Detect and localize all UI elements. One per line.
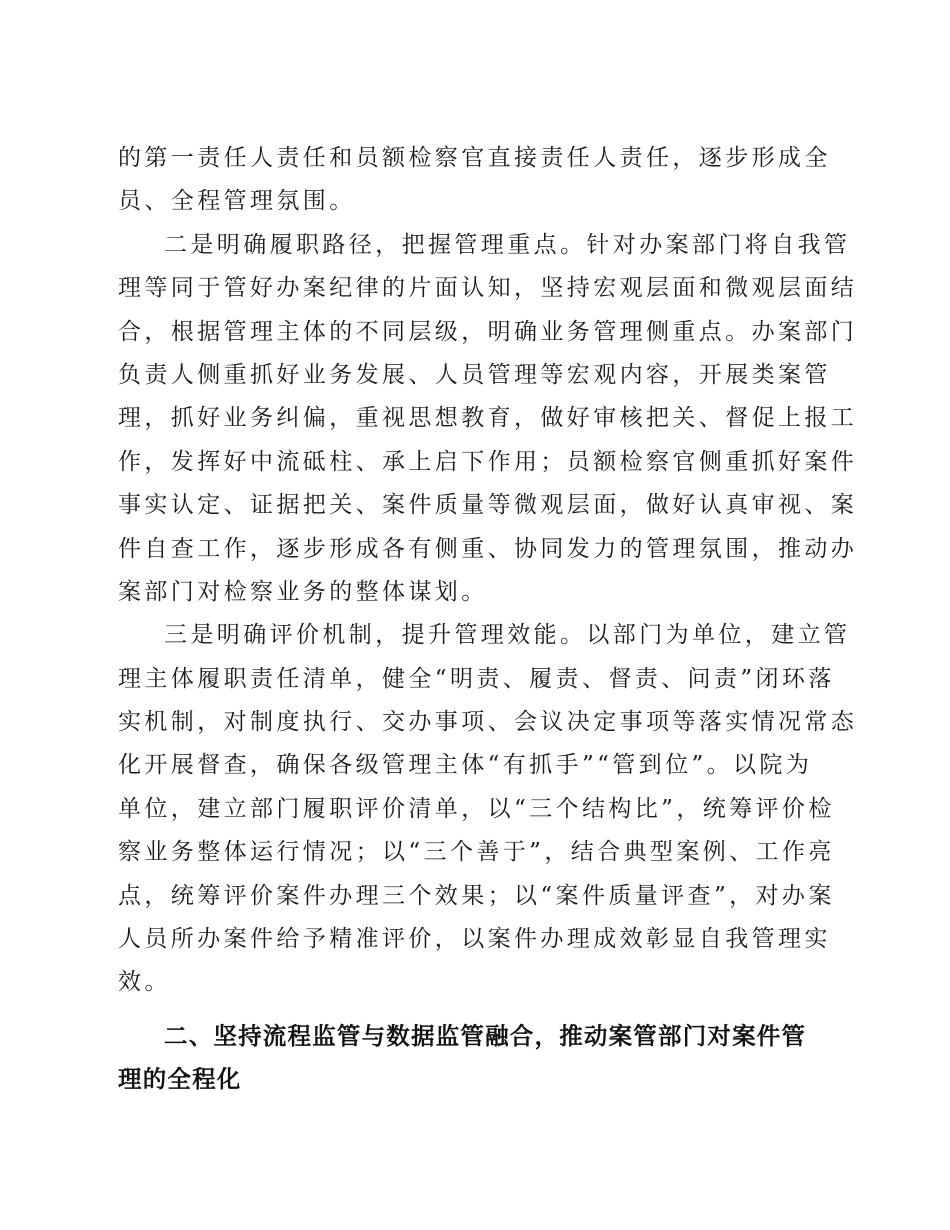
text-line: 察业务整体运行情况；以“三个善于”，结合典型案例、工作亮 (118, 839, 835, 866)
text-line: 案部门对检察业务的整体谋划。 (118, 578, 488, 605)
text-line: 理主体履职责任清单，健全“明责、履责、督责、问责”闭环落 (118, 665, 835, 692)
text-line: 的第一责任人责任和员额检察官直接责任人责任，逐步形成全 (118, 145, 831, 171)
text-line: 二是明确履职路径，把握管理重点。针对办案部门将自我管 (164, 231, 851, 258)
heading-line: 二、坚持流程监管与数据监管融合，推动案管部门对案件管 (164, 1021, 807, 1050)
heading-line: 理的全程化 (118, 1065, 242, 1094)
text-line: 点，统筹评价案件办理三个效果；以“案件质量评查”，对办案 (118, 882, 835, 909)
text-line: 件自查工作，逐步形成各有侧重、协同发力的管理氛围，推动办 (118, 535, 858, 562)
section-heading (118, 1015, 818, 1102)
text-line: 化开展督查，确保各级管理主体“有抓手”“管到位”。以院为 (118, 752, 813, 779)
text-line: 事实认定、证据把关、案件质量等微观层面，做好认真审视、案 (118, 492, 858, 519)
text-line: 理等同于管好办案纪律的片面认知，坚持宏观层面和微观层面结 (118, 275, 858, 302)
text-line: 单位，建立部门履职评价清单，以“三个结构比”，统筹评价检 (118, 795, 835, 822)
text-line: 合，根据管理主体的不同层级，明确业务管理侧重点。办案部门 (118, 318, 858, 345)
paragraph-evaluation-mechanism (118, 614, 858, 1005)
text-line: 理，抓好业务纠偏，重视思想教育，做好审核把关、督促上报工 (118, 405, 858, 432)
text-line: 员、全程管理氛围。 (118, 188, 356, 215)
text-line: 三是明确评价机制，提升管理效能。以部门为单位，建立管 (164, 622, 851, 649)
text-line: 人员所办案件给予精准评价，以案件办理成效彰显自我管理实 (118, 926, 831, 953)
paragraph-performance-path (118, 224, 858, 615)
text-line: 负责人侧重抓好业务发展、人员管理等宏观内容，开展类案管 (118, 361, 831, 388)
paragraph-continued (118, 137, 831, 224)
document-body (118, 137, 858, 1102)
text-line: 作，发挥好中流砥柱、承上启下作用；员额检察官侧重抓好案件 (118, 448, 858, 475)
text-line: 实机制，对制度执行、交办事项、会议决定事项等落实情况常态 (118, 709, 858, 736)
text-line: 效。 (118, 969, 171, 996)
